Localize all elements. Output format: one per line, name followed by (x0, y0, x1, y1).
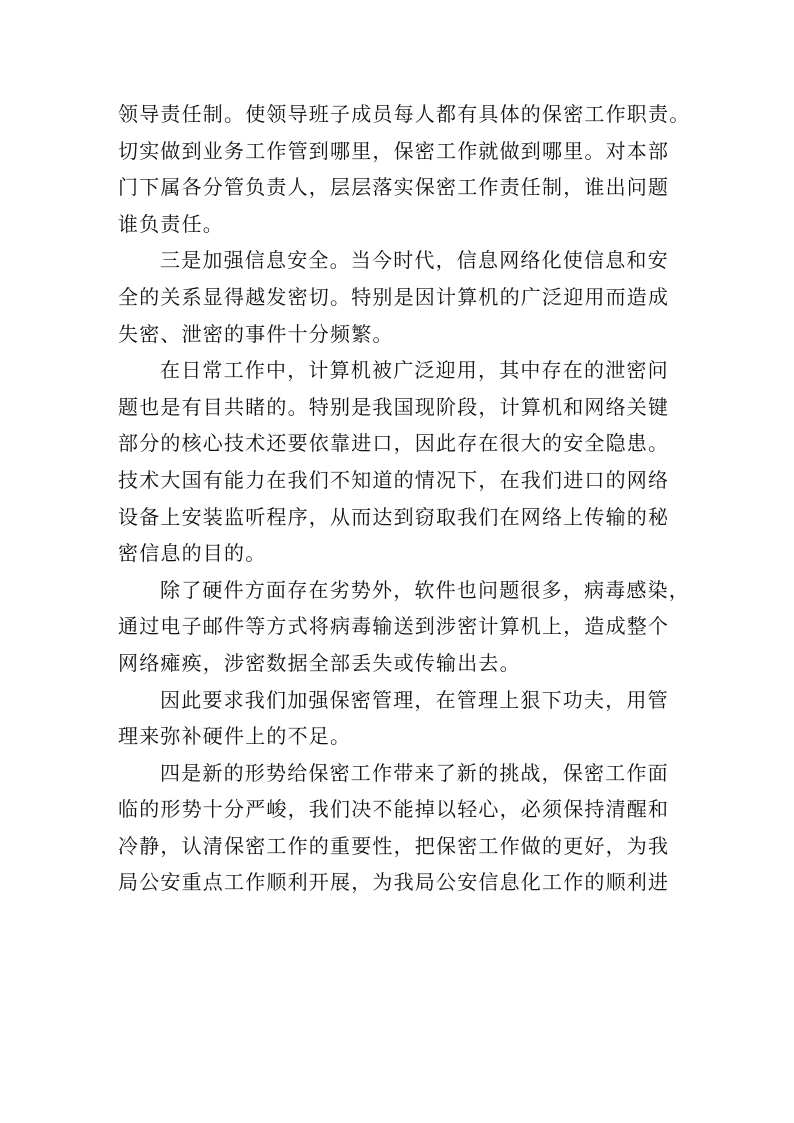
text-line: 除了硬件方面存在劣势外，软件也问题很多，病毒感染， (160, 577, 690, 602)
text-line: 冷静，认清保密工作的重要性，把保密工作做的更好，为我 (118, 833, 670, 858)
text-line: 部分的核心技术还要依靠进口，因此存在很大的安全隐患。 (118, 431, 670, 456)
text-line: 局公安重点工作顺利开展，为我局公安信息化工作的顺利进 (118, 870, 670, 895)
document-body (118, 96, 698, 901)
text-line: 在日常工作中，计算机被广泛迎用，其中存在的泄密问 (160, 358, 669, 383)
text-line: 因此要求我们加强保密管理，在管理上狠下功夫，用管 (160, 687, 669, 712)
text-line: 三是加强信息安全。当今时代，信息网络化使信息和安 (160, 248, 669, 273)
text-line: 密信息的目的。 (118, 541, 267, 566)
text-line: 失密、泄密的事件十分频繁。 (118, 321, 394, 346)
text-line: 四是新的形势给保密工作带来了新的挑战，保密工作面 (160, 760, 669, 785)
text-line: 临的形势十分严峻，我们决不能掉以轻心，必须保持清醒和 (118, 797, 670, 822)
text-line: 技术大国有能力在我们不知道的情况下，在我们进口的网络 (118, 467, 670, 492)
text-line: 理来弥补硬件上的不足。 (118, 724, 352, 749)
text-line: 网络瘫痪，涉密数据全部丢失或传输出去。 (118, 650, 521, 675)
text-line: 门下属各分管负责人，层层落实保密工作责任制，谁出问题 (118, 175, 670, 200)
text-line: 领导责任制。使领导班子成员每人都有具体的保密工作职责。 (118, 102, 691, 126)
text-line: 设备上安装监听程序，从而达到窃取我们在网络上传输的秘 (118, 504, 670, 529)
text-line: 切实做到业务工作管到哪里，保密工作就做到哪里。对本部 (118, 138, 670, 163)
text-line: 全的关系显得越发密切。特别是因计算机的广泛迎用而造成 (118, 284, 670, 309)
text-line: 题也是有目共睹的。特别是我国现阶段，计算机和网络关键 (118, 394, 670, 419)
text-line: 通过电子邮件等方式将病毒输送到涉密计算机上，造成整个 (118, 614, 670, 639)
text-line: 谁负责任。 (118, 211, 224, 236)
